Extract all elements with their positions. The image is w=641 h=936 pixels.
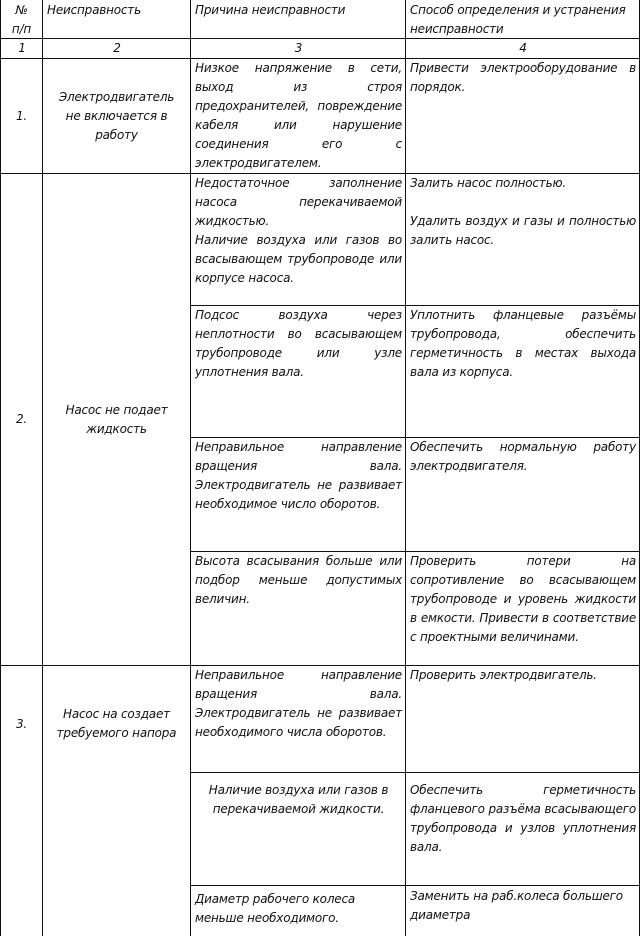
- remedy-text: Залить насос полностью.: [410, 176, 566, 190]
- header-fault: Неисправность: [47, 3, 141, 17]
- cause-text: Неправильное направление вращения вала. Электродвигатель не развивает необходимого числа оборотов.: [195, 668, 402, 739]
- row-number: 2.: [15, 412, 28, 426]
- cause-text: Неправильное направление вращения вала. Электродвигатель не развивает необходимое число оборотов.: [195, 440, 402, 511]
- column-number: 2: [113, 41, 121, 55]
- table-border-right: [639, 0, 640, 936]
- row-number: 1.: [15, 108, 28, 123]
- cause-text: Наличие воздуха или газов в перекачиваемой жидкости.: [208, 783, 389, 816]
- column-number: 3: [294, 41, 303, 55]
- column-number: 1: [18, 41, 26, 55]
- remedy-text: Заменить на раб.колеса большего диаметра: [410, 889, 623, 922]
- cause-text: Наличие воздуха или газов во всасывающем трубопроводе или корпусе насоса.: [195, 233, 402, 285]
- remedy-text: Удалить воздух и газы и полностью залить насос.: [410, 214, 636, 247]
- cause-text: Диаметр рабочего колеса меньше необходимого.: [195, 892, 356, 925]
- row-number: 3.: [15, 716, 28, 731]
- fault-text: Насос не подает жидкость: [65, 402, 168, 436]
- cause-text: Низкое напряжение в сети, выход из строя предохранителей, повреждение кабеля или нарушение соединения его с электродвигателем.: [195, 61, 402, 170]
- column-number: 4: [519, 41, 527, 55]
- header-remedy: Способ определения и устранения неисправности: [410, 3, 626, 36]
- remedy-text: Обеспечить нормальную работу электродвигателя.: [410, 440, 636, 473]
- fault-text: Электродвигатель не включается в работу: [58, 89, 175, 142]
- remedy-text: Привести электрооборудование в порядок.: [410, 61, 636, 94]
- cause-cell: [191, 174, 405, 305]
- fault-text: Насос на создает требуемого напора: [56, 707, 177, 740]
- remedy-cell: [406, 174, 639, 305]
- header-cause: Причина неисправности: [195, 3, 346, 17]
- remedy-text: Уплотнить фланцевые разъёмы трубопровода, обеспечить герметичность в местах выхода вала из корпуса.: [410, 308, 636, 379]
- cause-text: Подсос воздуха через неплотности во всасывающем трубопроводе или узле уплотнения вала.: [195, 308, 402, 379]
- cause-text: Высота всасывания больше или подбор меньше допустимых величин.: [195, 554, 402, 606]
- remedy-text: Обеспечить герметичность фланцевого разъёма всасывающего трубопровода и узлов уплотнения вала.: [410, 783, 636, 854]
- remedy-text: Проверить электродвигатель.: [410, 668, 597, 682]
- header-num: № п/п: [11, 3, 32, 36]
- remedy-text: Проверить потери на сопротивление во всасывающем трубопроводе и уровень жидкости в емкости. Привести в соответствие с проектными величинами.: [410, 554, 636, 644]
- cause-text: Недостаточное заполнение насоса перекачиваемой жидкостью.: [195, 176, 402, 228]
